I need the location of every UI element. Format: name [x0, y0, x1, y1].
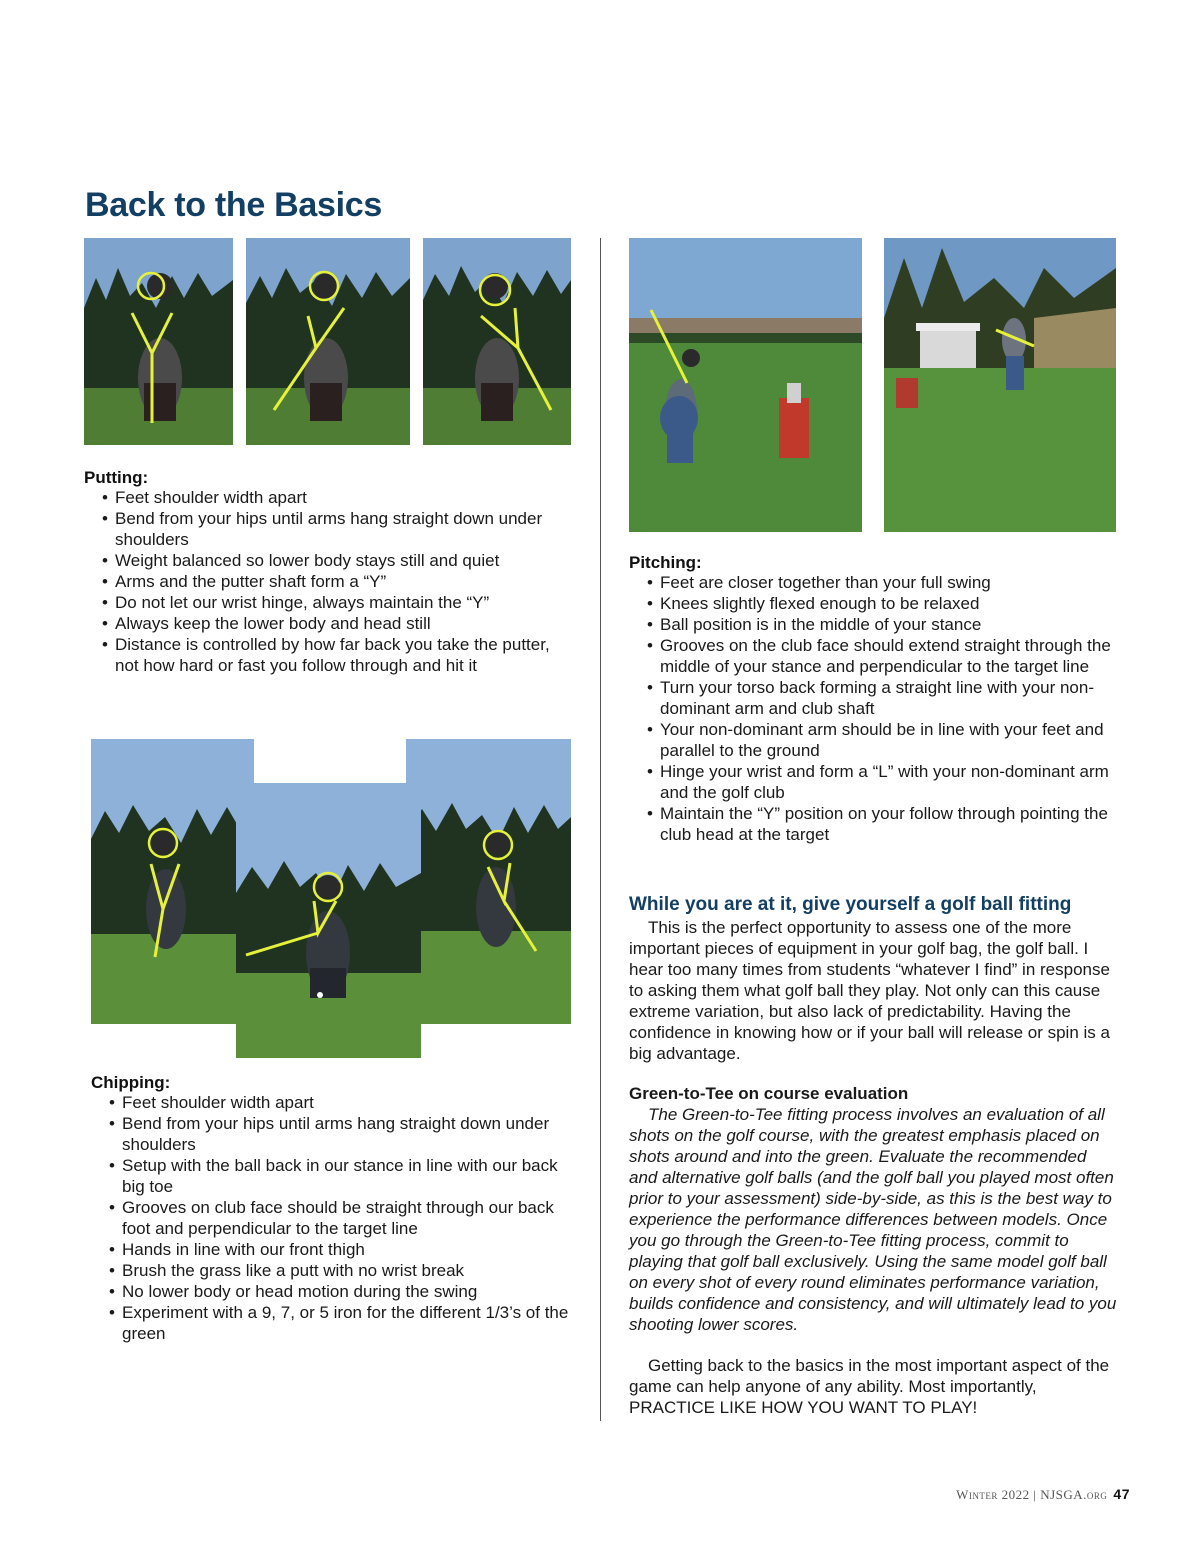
list-item: • No lower body or head motion during the swing: [109, 1281, 571, 1302]
list-item: • Distance is controlled by how far back you take the putter, not how hard or fast you follow through and hit it: [102, 634, 557, 676]
putting-photo-3: [423, 238, 571, 445]
fitting-body: This is the perfect opportunity to assess one of the more important pieces of equipment in your golf bag, the golf ball. I hear too many times from students “whatever I find” in response to asking them what golf ball they play. Not only can this cause extreme variation, but also lack of predictability. Having the confidence in knowing how or if your ball will release or spin is a big advantage.: [629, 918, 1110, 1063]
green-to-tee-body: The Green-to-Tee fitting process involves an evaluation of all shots on the golf course, with the greatest emphasis placed on shots around and into the green. Evaluate the recommended and alternative golf balls (and the golf ball you played most often prior to your assessment) side-by-side, as this is the best way to experience the performance differences between models. Once you go through the Green-to-Tee fitting process, commit to playing that golf ball exclusively. Using the same model golf ball on every shot of every round eliminates performance variation, builds confidence and consistency, and will ultimately lead to you shooting lower scores.: [629, 1105, 1117, 1334]
chipping-photo-3: [406, 739, 571, 1024]
page-number: 47: [1113, 1486, 1130, 1502]
chipping-photo-1: [91, 739, 254, 1024]
pitching-photo-2: [884, 238, 1116, 532]
green-to-tee-heading: Green-to-Tee on course evaluation: [629, 1084, 909, 1103]
issue-label: Winter 2022 | NJSGA.org: [956, 1487, 1108, 1502]
pitching-heading: Pitching:: [629, 553, 702, 572]
chipping-heading: Chipping:: [91, 1073, 171, 1092]
pitching-photo-1: [629, 238, 862, 532]
list-item: • Setup with the ball back in our stance in line with our back big toe: [109, 1155, 571, 1197]
column-divider: [600, 238, 601, 1421]
list-item: • Bend from your hips until arms hang straight down under shoulders: [102, 508, 557, 550]
putting-list: [102, 487, 557, 676]
list-item: • Ball position is in the middle of your stance: [647, 614, 1115, 635]
chipping-list: [109, 1092, 571, 1344]
pitching-list: [647, 572, 1115, 845]
putting-heading: Putting:: [84, 468, 149, 487]
fitting-heading: While you are at it, give yourself a golf ball fitting: [629, 894, 1072, 915]
closing-paragraph: Getting back to the basics in the most important aspect of the game can help anyone of any ability. Most importantly, PRACTICE LIKE HOW YOU WANT TO PLAY!: [629, 1356, 1110, 1417]
list-item: • Arms and the putter shaft form a “Y”: [102, 571, 557, 592]
list-item: • Hinge your wrist and form a “L” with your non-dominant arm and the golf club: [647, 761, 1115, 803]
list-item: • Feet shoulder width apart: [102, 487, 557, 508]
list-item: • Maintain the “Y” position on your follow through pointing the club head at the target: [647, 803, 1115, 845]
page-footer: [956, 1486, 1130, 1503]
list-item: • Always keep the lower body and head still: [102, 613, 557, 634]
putting-photo-1: [84, 238, 233, 445]
list-item: • Feet shoulder width apart: [109, 1092, 571, 1113]
putting-photo-2: [246, 238, 410, 445]
list-item: • Brush the grass like a putt with no wrist break: [109, 1260, 571, 1281]
list-item: • Bend from your hips until arms hang straight down under shoulders: [109, 1113, 571, 1155]
list-item: • Weight balanced so lower body stays still and quiet: [102, 550, 557, 571]
list-item: • Grooves on the club face should extend straight through the middle of your stance and perpendicular to the target line: [647, 635, 1115, 677]
list-item: • Grooves on club face should be straight through our back foot and perpendicular to the target line: [109, 1197, 571, 1239]
list-item: • Your non-dominant arm should be in line with your feet and parallel to the ground: [647, 719, 1115, 761]
list-item: • Turn your torso back forming a straight line with your non-dominant arm and club shaft: [647, 677, 1115, 719]
list-item: • Do not let our wrist hinge, always maintain the “Y”: [102, 592, 557, 613]
list-item: • Experiment with a 9, 7, or 5 iron for the different 1/3’s of the green: [109, 1302, 571, 1344]
list-item: • Feet are closer together than your full swing: [647, 572, 1115, 593]
list-item: • Knees slightly flexed enough to be relaxed: [647, 593, 1115, 614]
list-item: • Hands in line with our front thigh: [109, 1239, 571, 1260]
page-title: Back to the Basics: [85, 186, 382, 224]
chipping-photo-2: [236, 783, 421, 1058]
